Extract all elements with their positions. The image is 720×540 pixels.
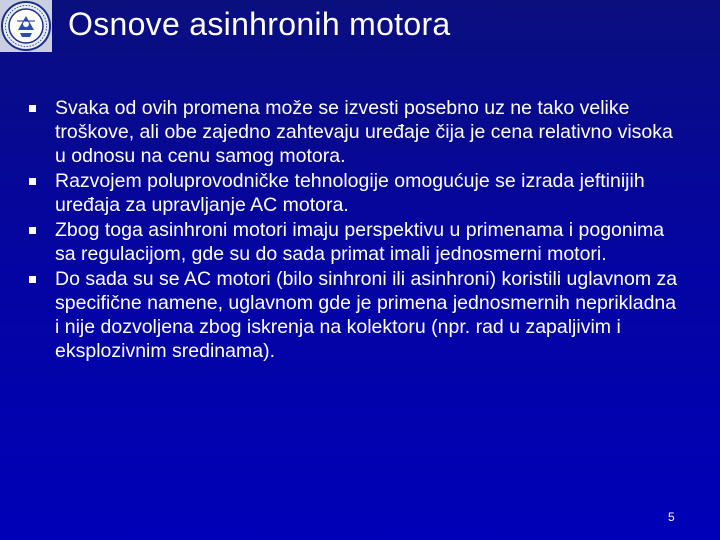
square-bullet-icon <box>29 178 36 185</box>
slide-title: Osnove asinhronih motora <box>68 6 451 42</box>
bullet-text: Zbog toga asinhroni motori imaju perspektivu u primenama i pogonima sa regulacijom, gde su do sada primat imali jednosmerni motori. <box>55 219 665 265</box>
bullet-item <box>28 96 678 168</box>
bullet-item <box>28 218 678 266</box>
square-bullet-icon <box>29 105 36 112</box>
bullet-text: Svaka od ovih promena može se izvesti posebno uz ne tako velike troškove, ali obe zajedno zahtevaju uređaje čija je cena relativno visoka u odnosu na cenu samog motora. <box>55 97 673 167</box>
bullet-item <box>28 267 678 363</box>
square-bullet-icon <box>29 227 36 234</box>
university-logo <box>0 0 52 52</box>
bullet-text: Razvojem poluprovodničke tehnologije omogućuje se izrada jeftinijih uređaja za upravljanje AC motora. <box>55 170 645 216</box>
bullet-text: Do sada su se AC motori (bilo sinhroni ili asinhroni) koristili uglavnom za specifične namene, uglavnom gde je primena jednosmernih neprikladna i nije dozvoljena zbog iskrenja na kolektoru (npr. rad u zapaljivim i eksplozivnim sredinama). <box>55 268 678 362</box>
page-number: 5 <box>668 510 675 524</box>
bullet-item <box>28 169 678 217</box>
bullet-list <box>28 96 678 364</box>
square-bullet-icon <box>29 276 36 283</box>
